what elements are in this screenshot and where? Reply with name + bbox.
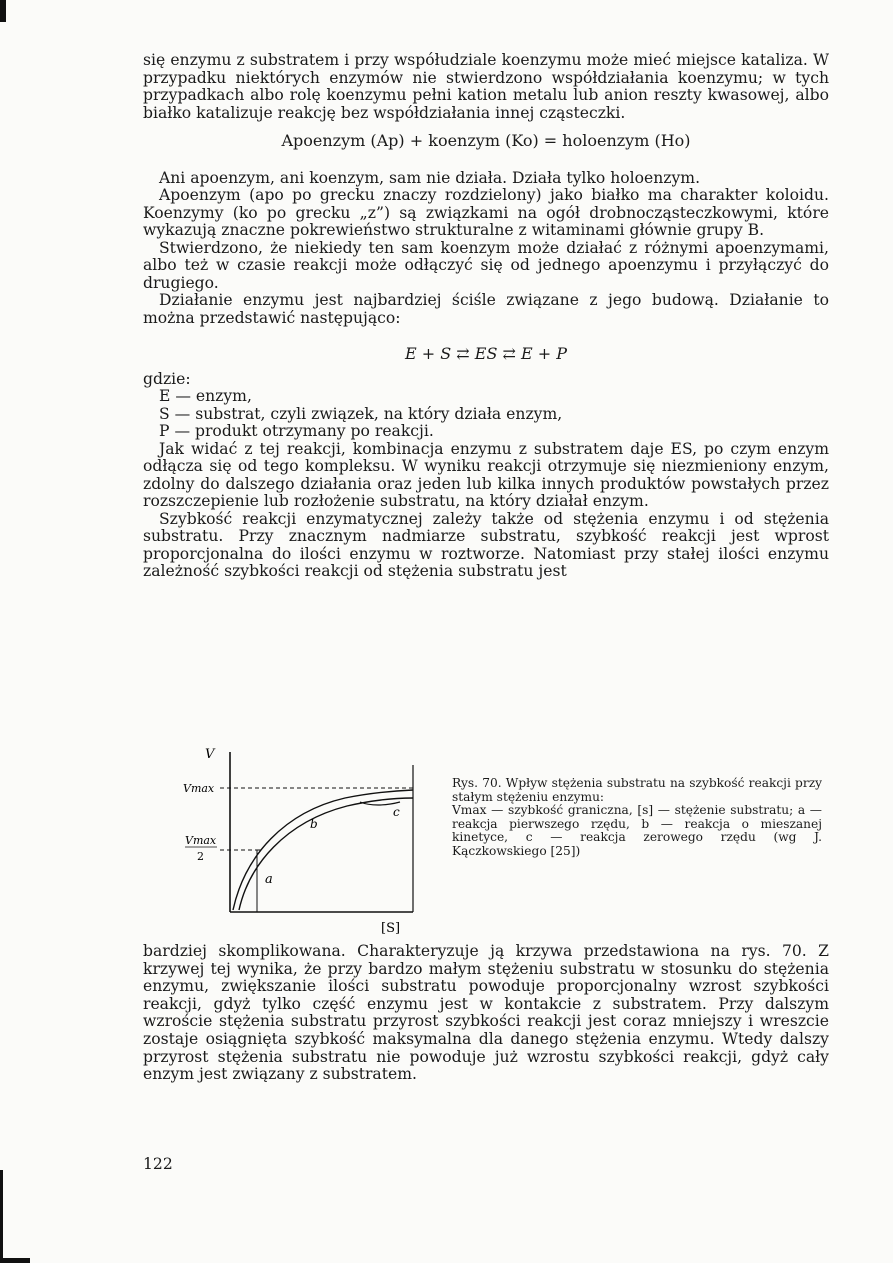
main-text-top <box>143 52 829 581</box>
definition-item: P — produkt otrzymany po reakcji. <box>159 422 434 440</box>
page-number: 122 <box>143 1155 173 1173</box>
curve-a <box>239 798 413 910</box>
equation-enzyme-reaction: E + S ⇄ ES ⇄ E + P <box>404 344 568 363</box>
paragraph-intro: się enzymu z substratem i przy współudziale koenzymu może mieć miejsce kataliza. W przypadku niektórych enzymów nie stwierdzono współdziałania koenzymu; w tych przypadkach albo rolę koenzymu pełni kation metalu lub anion reszty kwasowej, albo białko katalizuje reakcję bez współdziałania innej cząsteczki. <box>143 51 829 122</box>
caption-body: Vmax — szybkość graniczna, [s] — stężenie substratu; a — reakcja pierwszego rzędu, b — reakcja o mieszanej kinetyce, c — reakcja zerowego rzędu (wg J. Kączkowskiego [25]) <box>452 803 822 858</box>
main-text-bottom <box>143 943 829 1084</box>
paragraph: Szybkość reakcji enzymatycznej zależy także od stężenia enzymu i od stężenia substratu. Przy znacznym nadmiarze substratu, szybkość reakcji jest wprost proporcjonalna do ilości enzymu w roztworze. Natomiast przy stałej ilości enzymu zależność szybkości reakcji od stężenia substratu jest <box>143 509 829 580</box>
curve-label-c: c <box>393 805 400 819</box>
equation-holoenzyme: Apoenzym (Ap) + koenzym (Ko) = holoenzym (Ho) <box>281 131 691 150</box>
bracket-a <box>257 850 261 912</box>
paragraph: Stwierdzono, że niekiedy ten sam koenzym może działać z różnymi apoenzymami, albo też w czasie reakcji może odłączyć się od jednego apoenzymu i przyłączyć do drugiego. <box>143 238 829 292</box>
figure-caption <box>452 777 822 859</box>
definition-item: S — substrat, czyli związek, na który działa enzym, <box>159 404 563 423</box>
paragraph: Jak widać z tej reakcji, kombinacja enzymu z substratem daje ES, po czym enzym odłącza się od tego kompleksu. W wyniku reakcji otrzymuje się niezmieniony enzym, zdolny do dalszego działania oraz jeden lub kilka innych produktów powstałych przez rozszczepienie lub rozłożenie substratu, na który działał enzym. <box>143 439 829 510</box>
figure-70-graph <box>175 740 445 940</box>
curve-label-b: b <box>310 817 318 831</box>
paragraph-continued: bardziej skomplikowana. Charakteryzuje ją krzywa przedstawiona na rys. 70. Z krzywej tej wynika, że przy bardzo małym stężeniu substratu w stosunku do stężenia enzymu, zwiększanie ilości substratu powoduje proporcjonalny wzrost szybkości reakcji, gdyż tylko część enzymu jest w kontakcie z substratem. Przy dalszym wzroście stężenia substratu przyrost szybkości reakcji jest coraz mniejszy i wreszcie zostaje osiągnięta szybkość maksymalna dla danego stężenia enzymu. Wtedy dalszy przyrost stężenia substratu nie powoduje już wzrostu szybkości reakcji, gdyż cały enzym jest związany z substratem. <box>143 942 829 1084</box>
curve-label-a: a <box>265 872 273 887</box>
caption-title: Rys. 70. Wpływ stężenia substratu na szybkość reakcji przy stałym stężeniu enzymu: <box>452 776 822 804</box>
half-vmax-denominator: 2 <box>197 850 204 863</box>
definitions-list <box>143 388 829 441</box>
paragraph: Apoenzym (apo po grecku znaczy rozdzielony) jako białko ma charakter koloidu. Koenzymy (ko po grecku „z”) są związkami na ogół drobnocząsteczkowymi, które wykazują znaczne pokrewieństwo strukturalne z witaminami głównie grupy B. <box>143 186 829 239</box>
half-vmax-numerator: Vmax <box>185 834 217 847</box>
scan-edge-bottom-bar <box>0 1258 30 1263</box>
paragraph: Ani apoenzym, ani koenzym, sam nie działa. Działa tylko holoenzym. <box>159 168 701 187</box>
scan-edge-bottom-left <box>0 1170 3 1263</box>
y-axis-label: V <box>205 747 215 762</box>
x-axis-label: [S] <box>381 921 401 936</box>
paragraph: Działanie enzymu jest najbardziej ściśle związane z jego budową. Działanie to można przedstawić następująco: <box>143 291 829 327</box>
gdzie-label: gdzie: <box>143 369 191 388</box>
vmax-label: Vmax <box>183 782 215 795</box>
scan-edge-top-left <box>0 0 6 22</box>
definition-item: E — enzym, <box>159 387 252 405</box>
